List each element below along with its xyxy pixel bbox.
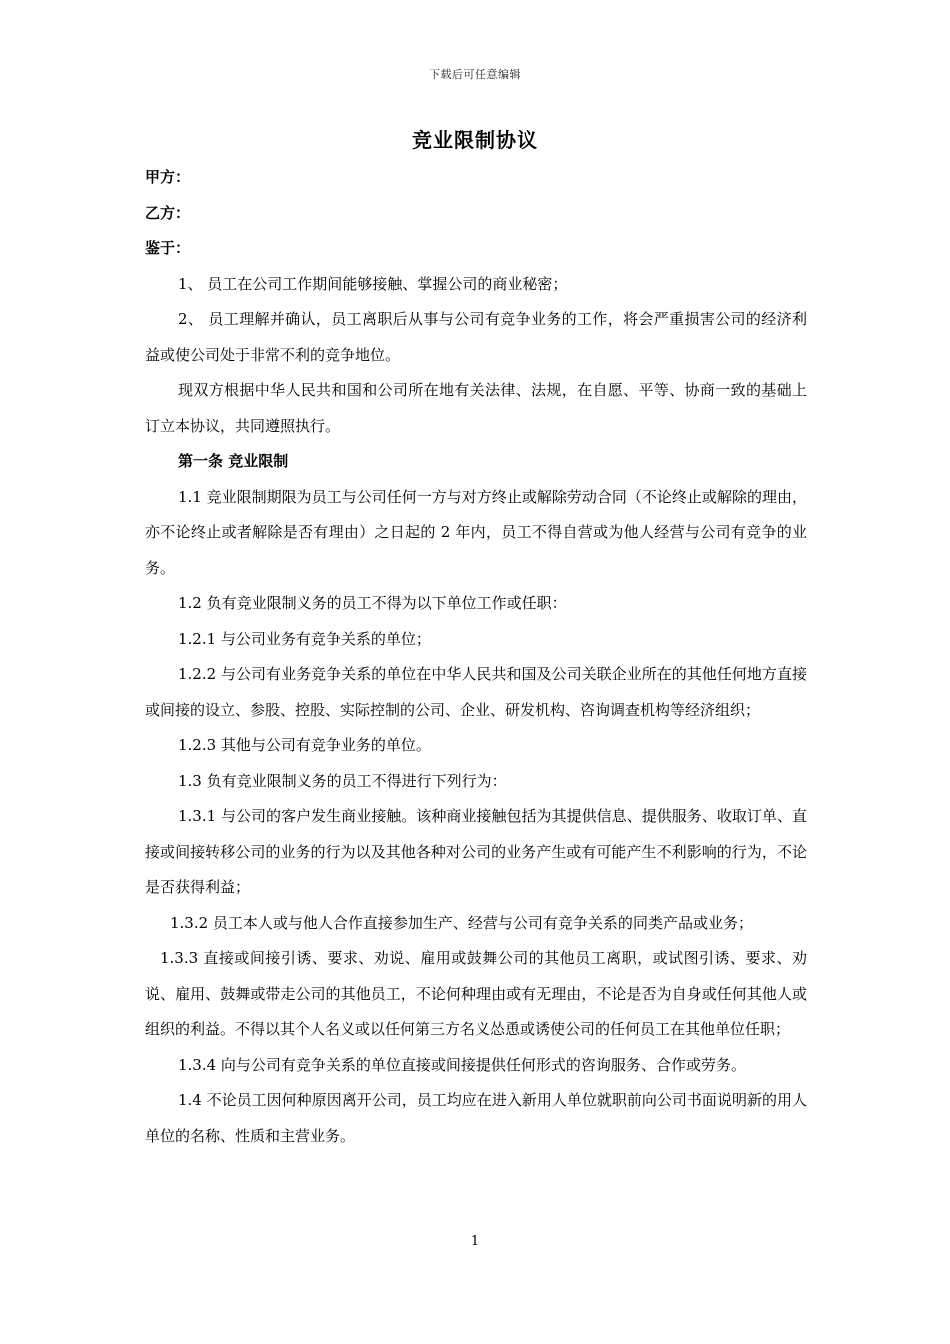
clause-1-3-2: 1.3.2 员工本人或与他人合作直接参加生产、经营与公司有竞争关系的同类产品或业务； (170, 913, 753, 932)
clause-1-4: 1.4 不论员工因何种原因离开公司，员工均应在进入新用人单位就职前向公司书面说明新的用人单位的名称、性质和主营业务。 (145, 1091, 807, 1145)
clause-1-3-3: 1.3.3 直接或间接引诱、要求、劝说、雇用或鼓舞公司的其他员工离职，或试图引诱、要求、劝说、雇用、鼓舞或带走公司的其他员工，不论何种理由或有无理由，不论是否为自身或任何其他人或组织的利益。不得以其个人名义或以任何第三方名义怂恿或诱使公司的任何员工在其他单位任职； (145, 949, 807, 1038)
recital-2: 2、 员工理解并确认，员工离职后从事与公司有竞争业务的工作，将会严重损害公司的经济利益或使公司处于非常不利的竞争地位。 (145, 310, 807, 364)
clause-1-3: 1.3 负有竞业限制义务的员工不得进行下列行为： (178, 771, 507, 790)
document-body (145, 160, 807, 1154)
page-header: 下载后可任意编辑 (429, 68, 521, 81)
page-number: 1 (470, 1234, 480, 1249)
preamble: 现双方根据中华人民共和国和公司所在地有关法律、法规，在自愿、平等、协商一致的基础上订立本协议，共同遵照执行。 (145, 381, 807, 435)
clause-1-3-1: 1.3.1 与公司的客户发生商业接触。该种商业接触包括为其提供信息、提供服务、收取订单、直接或间接转移公司的业务的行为以及其他各种对公司的业务产生或有可能产生不利影响的行为，不论是否获得利益； (145, 807, 807, 896)
clause-1-1: 1.1 竞业限制期限为员工与公司任何一方与对方终止或解除劳动合同（不论终止或解除的理由，亦不论终止或者解除是否有理由）之日起的 2 年内，员工不得自营或为他人经营与公司有竞争的业务。 (145, 487, 807, 577)
party-b-label: 乙方： (145, 203, 191, 222)
clause-1-2: 1.2 负有竞业限制义务的员工不得为以下单位工作或任职： (178, 594, 567, 612)
recital-1: 1、 员工在公司工作期间能够接触、掌握公司的商业秘密； (178, 274, 568, 293)
whereas-label: 鉴于： (145, 239, 191, 257)
party-a-label: 甲方： (145, 168, 191, 186)
clause-1-2-3: 1.2.3 其他与公司有竞争业务的单位。 (178, 736, 431, 754)
clause-1-2-1: 1.2.1 与公司业务有竞争关系的单位； (178, 629, 431, 648)
clause-1-3-4: 1.3.4 向与公司有竞争关系的单位直接或间接提供任何形式的咨询服务、合作或劳务。 (178, 1055, 746, 1074)
article-1-heading: 第一条 竞业限制 (178, 452, 289, 470)
document-title: 竞业限制协议 (412, 128, 538, 152)
clause-1-2-2: 1.2.2 与公司有业务竞争关系的单位在中华人民共和国及公司关联企业所在的其他任何地方直接或间接的设立、参股、控股、实际控制的公司、企业、研发机构、咨询调查机构等经济组织； (145, 665, 807, 719)
